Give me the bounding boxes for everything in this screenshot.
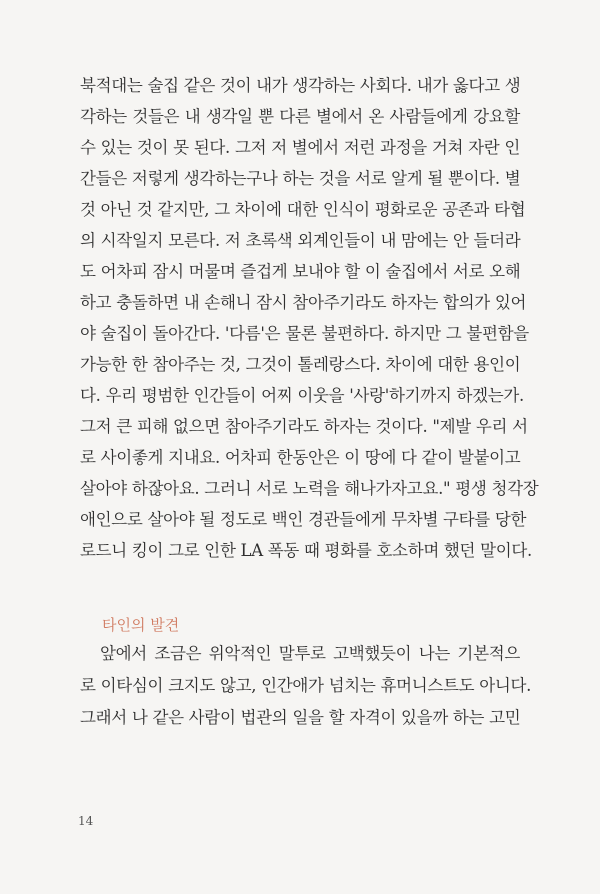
section-heading: 타인의 발견 xyxy=(102,616,180,634)
text-line: 도 어차피 잠시 머물며 즐겁게 보내야 할 이 술집에서 서로 오해 xyxy=(80,262,521,281)
text-line: 살아야 하잖아요. 그러니 서로 노력을 해나가자고요." 평생 청각장 xyxy=(80,479,539,498)
text-line: 가능한 한 참아주는 것, 그것이 톨레랑스다. 차이에 대한 용인이 xyxy=(80,355,521,374)
text-line: 간들은 저렇게 생각하는구나 하는 것을 서로 알게 될 뿐이다. 별 xyxy=(80,169,521,188)
text-line: 북적대는 술집 같은 것이 내가 생각하는 사회다. 내가 옳다고 생 xyxy=(80,76,521,95)
text-line: 의 시작일지 모른다. 저 초록색 외계인들이 내 맘에는 안 들더라 xyxy=(80,231,521,250)
text-line: 각하는 것들은 내 생각일 뿐 다른 별에서 온 사람들에게 강요할 xyxy=(80,107,520,126)
text-line: 하고 충돌하면 내 손해니 잠시 참아주기라도 하자는 합의가 있어 xyxy=(80,293,527,312)
text-line: 것 아닌 것 같지만, 그 차이에 대한 인식이 평화로운 공존과 타협 xyxy=(80,200,526,219)
text-line: 다. 우리 평범한 인간들이 어찌 이웃을 '사랑'하기까지 하겠는가. xyxy=(80,386,524,405)
text-line: 로 이타심이 크지도 않고, 인간애가 넘치는 휴머니스트도 아니다. xyxy=(80,676,532,695)
text-line: 야 술집이 돌아간다. '다름'은 물론 불편하다. 하지만 그 불편함을 xyxy=(80,324,529,343)
text-line: 로 사이좋게 지내요. 어차피 한동안은 이 땅에 다 같이 발붙이고 xyxy=(80,448,521,467)
text-line: 애인으로 살아야 될 정도로 백인 경관들에게 무차별 구타를 당한 xyxy=(80,510,527,529)
text-line: 그저 큰 피해 없으면 참아주기라도 하자는 것이다. "제발 우리 서 xyxy=(80,417,528,436)
text-line: 수 있는 것이 못 된다. 그저 저 별에서 저런 과정을 거쳐 자란 인 xyxy=(80,138,520,157)
text-line: 로드니 킹이 그로 인한 LA 폭동 때 평화를 호소하며 했던 말이다. xyxy=(80,541,533,560)
page-number: 14 xyxy=(78,814,94,828)
text-line: 앞에서 조금은 위악적인 말투로 고백했듯이 나는 기본적으 xyxy=(100,644,520,663)
text-line: 그래서 나 같은 사람이 법관의 일을 할 자격이 있을까 하는 고민 xyxy=(80,708,521,727)
